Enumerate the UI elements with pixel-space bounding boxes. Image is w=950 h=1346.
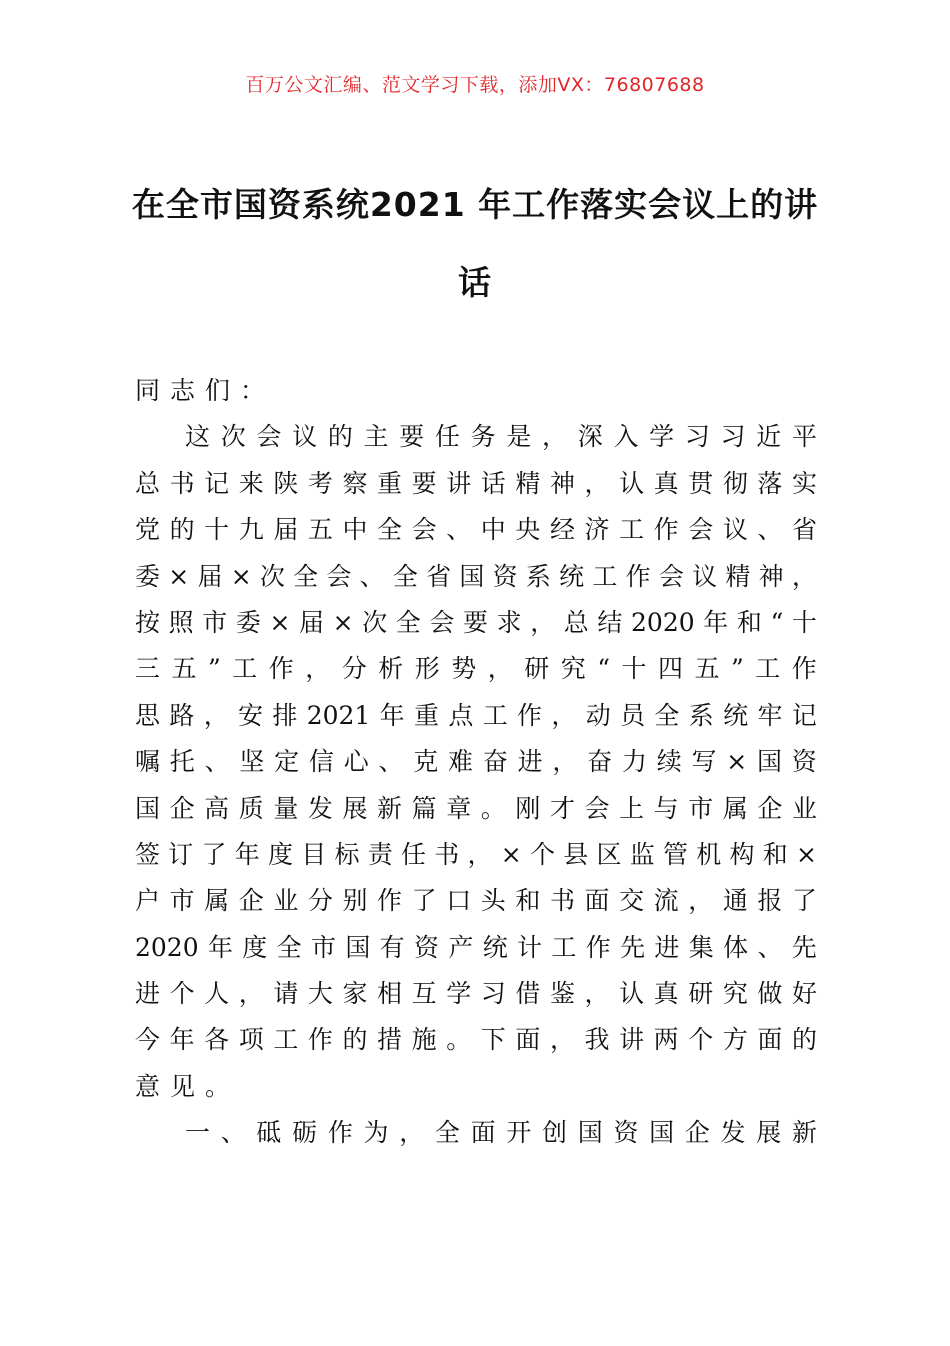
header-note: 百万公文汇编、范文学习下载，添加VX：76807688 [245,74,705,96]
salutation: 同志们： [135,376,276,405]
body-line: 一 、 砥 砺 作 为 ， 全 面 开 创 国 资 国 企 发 展 新 [185,1118,817,1148]
body-line: 签 订 了 年 度 目 标 责 任 书 ， × 个 县 区 监 管 机 构 和 × [135,839,817,869]
body-line: 党 的 十 九 届 五 中 全 会 、 中 央 经 济 工 作 会 议 、 省 [135,515,817,545]
body-line: 思 路 ， 安 排 2021 年 重 点 工 作 ， 动 员 全 系 统 牢 记 [135,700,817,730]
body-line: 国 企 高 质 量 发 展 新 篇 章 。 刚 才 会 上 与 市 属 企 业 [135,793,817,823]
body-line: 委 × 届 × 次 全 会 、 全 省 国 资 系 统 工 作 会 议 精 神 ， [135,561,817,591]
body-line: 户 市 属 企 业 分 别 作 了 口 头 和 书 面 交 流 ， 通 报 了 [135,886,817,916]
body-line: 按 照 市 委 × 届 × 次 全 会 要 求 ， 总 结 2020 年 和 “ 十 [135,607,817,637]
body-line: 嘱 托 、 坚 定 信 心 、 克 难 奋 进 ， 奋 力 续 写 × 国 资 [135,747,817,777]
body-line: 意 见 。 [135,1071,241,1101]
body-line: 今 年 各 项 工 作 的 措 施 。 下 面 ， 我 讲 两 个 方 面 的 [135,1025,817,1055]
body-line: 三 五 ” 工 作 ， 分 析 形 势 ， 研 究 “ 十 四 五 ” 工 作 [135,654,817,684]
body-line: 2020 年 度 全 市 国 有 资 产 统 计 工 作 先 进 集 体 、 先 [135,932,817,962]
body-line: 总 书 记 来 陕 考 察 重 要 讲 话 精 神 ， 认 真 贯 彻 落 实 [135,468,817,498]
document-title: 在全市国资系统2021 年工作落实会议上的讲话 [131,185,819,302]
document-body [135,368,817,1157]
body-line: 这 次 会 议 的 主 要 任 务 是 ， 深 入 学 习 习 近 平 [185,422,817,452]
body-line: 进 个 人 ， 请 大 家 相 互 学 习 借 鉴 ， 认 真 研 究 做 好 [135,979,817,1009]
